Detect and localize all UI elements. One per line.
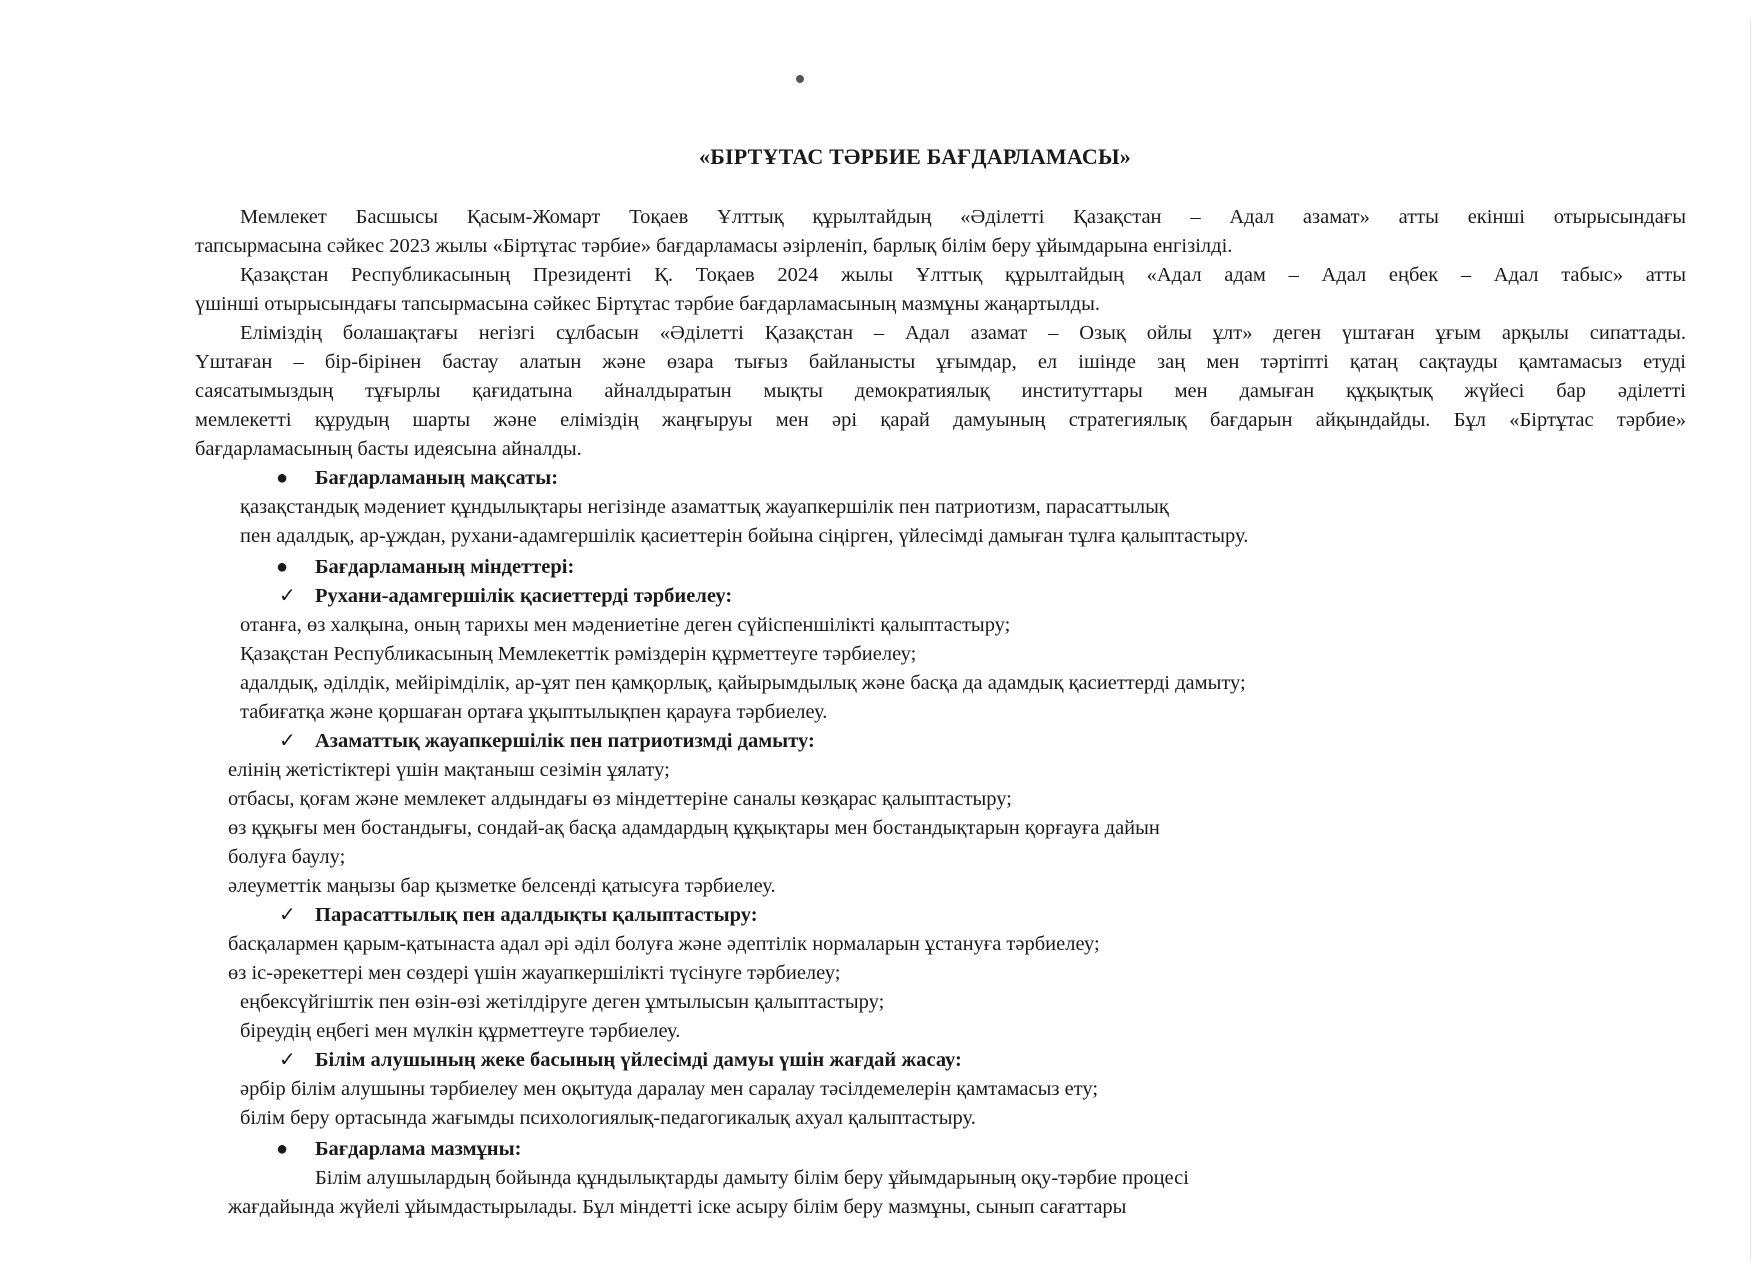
- task2-heading: Азаматтық жауапкершілік пен патриотизмді дамыту:: [315, 730, 815, 752]
- task3-item: біреудің еңбегі мен мүлкін құрметтеуге тәрбиелеу.: [240, 1020, 681, 1042]
- intro-line: Қазақстан Республикасының Президенті Қ. Тоқаев 2024 жылы Ұлттық құрылтайдың «Адал адам – Адал еңбек – Адал табыс» атты: [240, 264, 1686, 286]
- goal-text-line: қазақстандық мәдениет құндылықтары негізінде азаматтық жауапкершілік пен патриотизм, парасаттылық: [240, 496, 1169, 518]
- task2-item: өз құқығы мен бостандығы, сондай-ақ басқа адамдардың құқықтары мен бостандықтарын қорғауға дайын: [228, 817, 1160, 839]
- tasks-heading: Бағдарламаның міндеттері:: [315, 556, 575, 578]
- intro-line: Үштаған – бір-бірінен бастау алатын және өзара тығыз байланысты ұғымдар, ел ішінде заң мен тәртіпті қатаң сақтауды қамтамасыз етуді: [195, 351, 1686, 373]
- checkmark-icon: ✓: [279, 728, 296, 752]
- task1-item: отанға, өз халқына, оның тарихы мен мәдениетіне деген сүйіспеншілікті қалыптастыру;: [240, 614, 1011, 636]
- scan-speck: [796, 75, 804, 83]
- intro-line: Еліміздің болашақтағы негізгі сұлбасын «Әділетті Қазақстан – Адал азамат – Озық ойлы ұлт» деген үштаған ұғым арқылы сипаттады.: [240, 322, 1686, 344]
- checkmark-icon: ✓: [279, 1047, 296, 1071]
- task3-heading: Парасаттылық пен адалдықты қалыптастыру:: [315, 904, 758, 926]
- scan-edge: [1750, 20, 1751, 1260]
- intro-line: мемлекетті құрудың шарты және еліміздің жаңғыруы мен әрі қарай дамуының стратегиялық бағдарын айқындайды. Бұл «Біртұтас тәрбие»: [195, 409, 1686, 431]
- task2-item: әлеуметтік маңызы бар қызметке белсенді қатысуға тәрбиелеу.: [228, 875, 776, 897]
- task1-item: Қазақстан Республикасының Мемлекеттік рәміздерін құрметтеуге тәрбиелеу;: [240, 643, 917, 665]
- task3-item: өз іс-әрекеттері мен сөздері үшін жауапкершілікті түсінуге тәрбиелеу;: [228, 962, 841, 984]
- bullet-icon: ●: [276, 467, 289, 489]
- task1-item: табиғатқа және қоршаған ортаға ұқыптылықпен қарауға тәрбиелеу.: [240, 701, 828, 723]
- document-title: «БІРТҰТАС ТӘРБИЕ БАҒДАРЛАМАСЫ»: [699, 144, 1131, 169]
- intro-line: Мемлекет Басшысы Қасым-Жомарт Тоқаев Ұлттық құрылтайдың «Әділетті Қазақстан – Адал азамат» атты екінші отырысындағы: [240, 206, 1686, 228]
- intro-line: бағдарламасының басты идеясына айналды.: [195, 438, 582, 460]
- task4-item: білім беру ортасында жағымды психологиялық-педагогикалық ахуал қалыптастыру.: [240, 1107, 976, 1129]
- task3-item: еңбексүйгіштік пен өзін-өзі жетілдіруге деген ұмтылысын қалыптастыру;: [240, 991, 885, 1013]
- content-text-line: Білім алушылардың бойында құндылықтарды дамыту білім беру ұйымдарының оқу-тәрбие процесі: [315, 1167, 1189, 1189]
- task2-item: отбасы, қоғам және мемлекет алдындағы өз міндеттеріне саналы көзқарас қалыптастыру;: [228, 788, 1012, 810]
- content-heading: Бағдарлама мазмұны:: [315, 1138, 522, 1160]
- task2-item: елінің жетістіктері үшін мақтаныш сезімін ұялату;: [228, 759, 670, 781]
- intro-line: саясатымыздың тұғырлы қағидатына айналдыратын мықты демократиялық институттары мен дамыған құқықтық жүйесі бар әділетті: [195, 380, 1686, 402]
- task4-heading: Білім алушының жеке басының үйлесімді дамуы үшін жағдай жасау:: [315, 1049, 962, 1071]
- task4-item: әрбір білім алушыны тәрбиелеу мен оқытуда даралау мен саралау тәсілдемелерін қамтамасыз ету;: [240, 1078, 1099, 1100]
- bullet-icon: ●: [276, 556, 289, 578]
- content-text-line: жағдайында жүйелі ұйымдастырылады. Бұл міндетті іске асыру білім беру мазмұны, сынып сағаттары: [228, 1196, 1127, 1218]
- task2-item: болуға баулу;: [228, 846, 346, 868]
- checkmark-icon: ✓: [279, 583, 296, 607]
- goal-text-line: пен адалдық, ар-ұждан, рухани-адамгершілік қасиеттерін бойына сіңірген, үйлесімді дамыған тұлға қалыптастыру.: [240, 525, 1249, 547]
- task1-item: адалдық, әділдік, мейірімділік, ар-ұят пен қамқорлық, қайырымдылық және басқа да адамдық қасиеттерді дамыту;: [240, 672, 1246, 694]
- bullet-icon: ●: [276, 1138, 289, 1160]
- goal-heading: Бағдарламаның мақсаты:: [315, 467, 559, 489]
- task1-heading: Рухани-адамгершілік қасиеттерді тәрбиелеу:: [315, 585, 733, 607]
- task3-item: басқалармен қарым-қатынаста адал әрі әділ болуға және әдептілік нормаларын ұстануға тәрбиелеу;: [228, 933, 1100, 955]
- checkmark-icon: ✓: [279, 902, 296, 926]
- intro-line: үшінші отырысындағы тапсырмасына сәйкес Біртұтас тәрбие бағдарламасының мазмұны жаңартылды.: [195, 293, 1100, 315]
- intro-line: тапсырмасына сәйкес 2023 жылы «Біртұтас тәрбие» бағдарламасы әзірленіп, барлық білім беру ұйымдарына енгізілді.: [195, 235, 1233, 257]
